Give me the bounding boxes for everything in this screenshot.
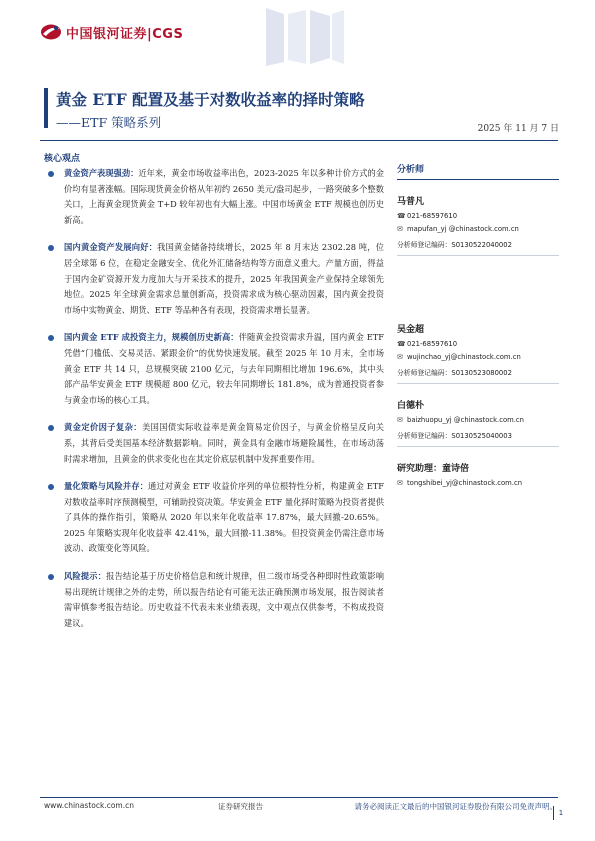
viewpoint-item	[44, 166, 384, 228]
analyst-email[interactable]	[397, 353, 559, 361]
viewpoint-body: 报告结论基于历史价格信息和统计规律，但二级市场受各种即时性政策影响易出现统计规律之外的走势，所以报告结论有可能无法正确预测市场发展，报告阅读者需审慎参考报告结论。历史收益不代表未来业绩表现，文中观点仅供参考，不构成投资建议。	[64, 571, 385, 628]
analyst-email[interactable]	[397, 416, 559, 424]
spacer	[397, 256, 559, 308]
viewpoint-heading: 国内黄金资产发展向好：	[64, 242, 158, 253]
phone-icon: ☎	[397, 212, 406, 220]
assistant-email[interactable]	[397, 479, 559, 487]
logo-mark-icon	[40, 23, 62, 41]
viewpoints-list	[44, 166, 384, 631]
footer-website[interactable]: www.chinastock.com.cn	[44, 801, 134, 810]
email-link[interactable]: wujinchao_yj@chinastock.com.cn	[407, 353, 521, 361]
analyst-name: 白德朴	[397, 401, 425, 411]
research-assistant-name: 研究助理：童诗倍	[397, 464, 470, 474]
report-title: 黄金 ETF 配置及基于对数收益率的择时策略	[56, 90, 365, 109]
analyst-name: 吴金超	[397, 325, 425, 335]
analyst-email[interactable]	[397, 225, 559, 233]
title-accent-bar	[44, 88, 48, 128]
viewpoint-heading: 黄金定价因子复杂：	[64, 422, 142, 433]
bullet-icon	[48, 171, 54, 177]
header-divider	[40, 140, 558, 141]
email-icon: ✉	[397, 353, 403, 361]
viewpoint-item	[44, 479, 384, 557]
analyst-name: 马普凡	[397, 197, 425, 207]
analyst-reg-code: 分析师登记编码：S0130523080002	[397, 367, 559, 384]
phone-icon: ☎	[397, 340, 406, 348]
footer-divider	[40, 797, 558, 798]
viewpoint-heading: 风险提示：	[64, 571, 107, 582]
bullet-icon	[48, 425, 54, 431]
analyst-reg-code: 分析师登记编码：S0130525040003	[397, 430, 559, 447]
brand-name: 中国银河证券|CGS	[66, 26, 184, 42]
core-viewpoints-label: 核心观点	[44, 154, 81, 164]
viewpoint-item	[44, 420, 384, 467]
footer-disclaimer: 请务必阅读正文最后的中国银河证券股份有限公司免责声明。	[354, 802, 557, 811]
phone-text: 021-68597610	[407, 340, 458, 348]
report-subtitle: ——ETF 策略系列	[56, 115, 162, 130]
analyst-reg-code: 分析师登记编码：S0130522040002	[397, 239, 559, 256]
bullet-icon	[48, 335, 54, 341]
bullet-icon	[48, 245, 54, 251]
viewpoint-heading: 国内黄金 ETF 成投资主力，规模创历史新高：	[64, 332, 239, 343]
viewpoint-body: 我国黄金储备持续增长，2025 年 8 月末达 2302.28 吨，位居全球第 6 位，在稳定金融安全、优化外汇储备结构等方面意义重大。产量方面，得益于国内金矿资源开发力度加大与开采技术的提升，2025 年我国黄金产业保持全球领先地位。2025 年全球黄金需求总量创新高，投资需求成为核心驱动因素，国内黄金投资市场中实物黄金、期货、ETF 等品种各有表现，投资需求增长显著。	[64, 242, 384, 315]
analyst-panel	[397, 162, 559, 487]
report-date: 2025 年 11 月 7 日	[477, 124, 559, 134]
viewpoint-heading: 黄金资产表现强劲：	[64, 168, 139, 178]
analyst-heading: 分析师	[397, 162, 559, 180]
email-link[interactable]: mapufan_yj @chinastock.com.cn	[407, 225, 519, 233]
email-link[interactable]: baizhuopu_yj @chinastock.com.cn	[407, 416, 524, 424]
bullet-icon	[48, 484, 54, 490]
viewpoint-item	[44, 330, 384, 408]
viewpoint-body: 通过对黄金 ETF 收益价序列的单位根特性分析，构建黄金 ETF 对数收益率时序预测模型，可辅助投资决策。华安黄金 ETF 量化择时策略为投资者提供了具体的操作指引，策略从 2020 年以来年化收益率 17.87%，最大回撤-20.65%。2025 年策略实现年化收益率 42.41%，最大回撤-11.38%。但投资黄金仍需注意市场波动、政策变化等风险。	[64, 481, 384, 554]
viewpoint-heading: 量化策略与风险并存：	[64, 481, 148, 492]
analyst-phone	[397, 212, 559, 220]
viewpoint-body: 近年来，黄金市场收益率出色，2023-2025 年以多种计价方式的金价均有显著涨幅。国际现货黄金价格从年初约 2650 美元/盎司起步，一路突破多个整数关口，上海黄金现货黄金 T+D 较年初也有大幅上涨。中国市场黄金 ETF 规模也创历史新高。	[64, 168, 384, 225]
bullet-icon	[48, 574, 54, 580]
analyst-phone	[397, 340, 559, 348]
viewpoint-item	[44, 569, 384, 631]
cgs-watermark-icon	[258, 4, 348, 70]
brand-logo	[40, 22, 183, 42]
page-number: 1	[553, 806, 568, 820]
phone-text: 021-68597610	[407, 212, 458, 220]
footer-doc-type: 证券研究报告	[218, 802, 263, 811]
email-icon: ✉	[397, 225, 403, 233]
email-link[interactable]: tongshibei_yj@chinastock.com.cn	[407, 479, 522, 487]
email-icon: ✉	[397, 479, 403, 487]
viewpoint-body: 美国国债实际收益率是黄金简易定价因子，与黄金价格呈反向关系，其背后受美国基本经济数据影响。同时，黄金具有金融市场避险属性，在市场动荡时需求增加，且黄金的供求变化也在其定价底层机制中发挥重要作用。	[64, 422, 385, 464]
viewpoint-body: 伴随黄金投资需求升温，国内黄金 ETF 凭借“门槛低、交易灵活、紧跟金价”的优势快速发展。截至 2025 年 10 月末，全市场黄金 ETF 共 14 只，总规模突破 2100 亿元，与去年同期相比增加 196.6%，其中头部产品华安黄金 ETF 规模超 800 亿元，较去年同期增长 181.8%，成为普通投资者参与黄金市场的核心工具。	[64, 332, 385, 405]
viewpoint-item	[44, 240, 384, 318]
email-icon: ✉	[397, 416, 403, 424]
